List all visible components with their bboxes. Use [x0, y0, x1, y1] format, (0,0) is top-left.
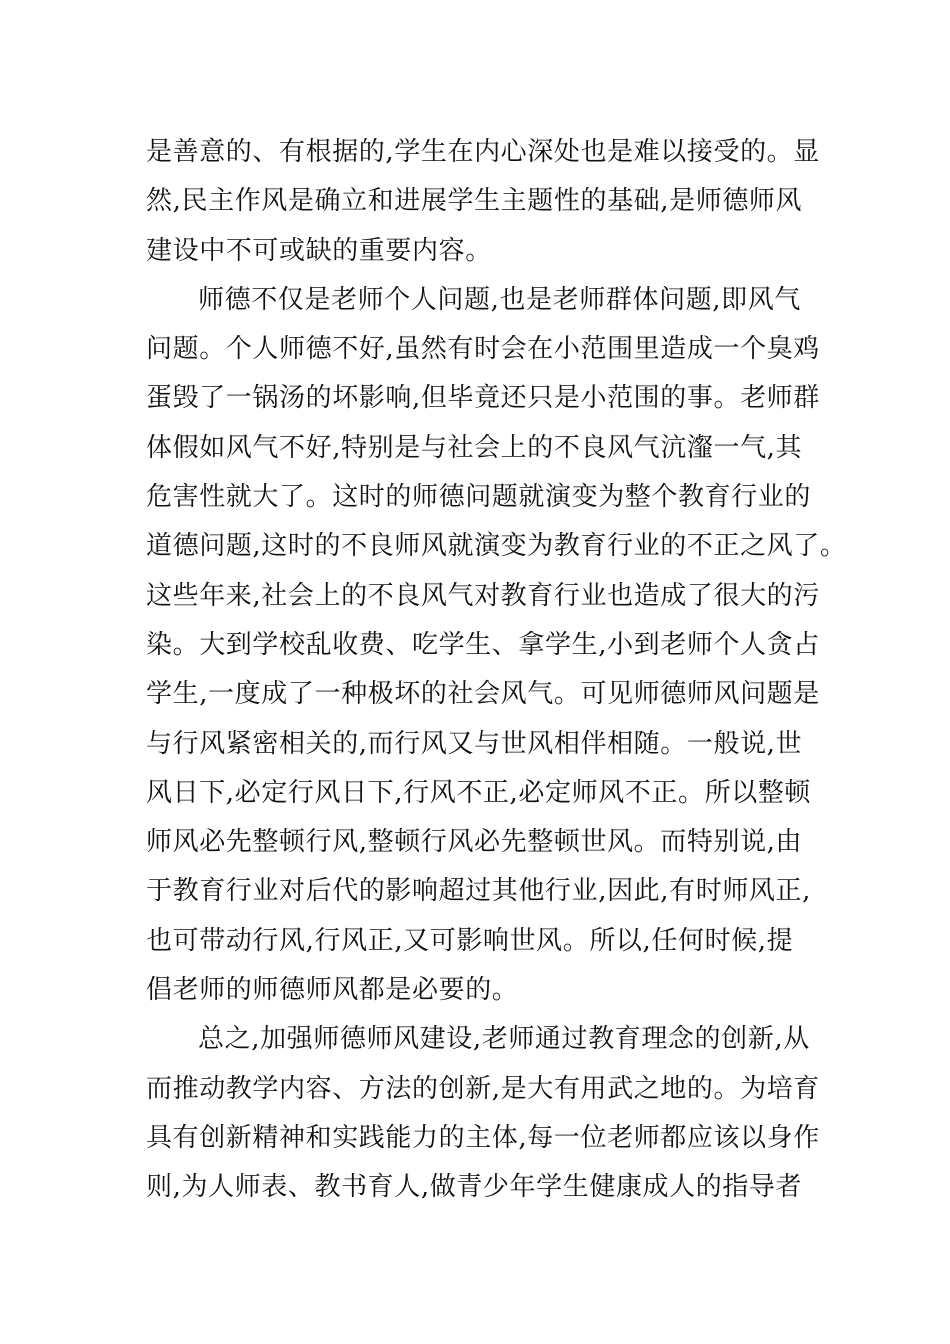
- text-line: 问题。个人师德不好,虽然有时会在小范围里造成一个臭鸡: [146, 334, 820, 365]
- text-line: 道德问题,这时的不良师风就演变为教育行业的不正之风了。: [146, 531, 847, 562]
- body-text: [146, 128, 847, 1213]
- text-line: 而推动教学内容、方法的创新,是大有用武之地的。为培育: [146, 1073, 820, 1104]
- paragraph-start-line: 师德不仅是老师个人问题,也是老师群体问题,即风气: [198, 284, 801, 315]
- text-line: 具有创新精神和实践能力的主体,每一位老师都应该以身作: [146, 1122, 820, 1153]
- text-line: 学生,一度成了一种极坏的社会风气。可见师德师风问题是: [146, 679, 820, 710]
- text-line: 师风必先整顿行风,整顿行风必先整顿世风。而特别说,由: [146, 827, 803, 858]
- text-line: 风日下,必定行风日下,行风不正,必定师风不正。所以整顿: [146, 777, 811, 808]
- text-line: 这些年来,社会上的不良风气对教育行业也造成了很大的污: [146, 580, 820, 611]
- text-line: 危害性就大了。这时的师德问题就演变为整个教育行业的: [146, 482, 812, 513]
- text-line: 蛋毁了一锅汤的坏影响,但毕竟还只是小范围的事。老师群: [146, 383, 820, 414]
- paragraph-start-line: 总之,加强师德师风建设,老师通过教育理念的创新,从: [198, 1024, 810, 1055]
- text-line: 倡老师的师德师风都是必要的。: [146, 975, 519, 1006]
- text-line: 染。大到学校乱收费、吃学生、拿学生,小到老师个人贪占: [146, 629, 820, 660]
- text-line: 则,为人师表、教书育人,做青少年学生健康成人的指导者: [146, 1172, 803, 1203]
- text-line: 也可带动行风,行风正,又可影响世风。所以,任何时候,提: [146, 925, 794, 956]
- text-line: 建设中不可或缺的重要内容。: [146, 235, 492, 266]
- text-line: 体假如风气不好,特别是与社会上的不良风气沆瀣一气,其: [146, 432, 803, 463]
- text-line: 于教育行业对后代的影响超过其他行业,因此,有时师风正,: [146, 876, 811, 907]
- text-line: 是善意的、有根据的,学生在内心深处也是难以接受的。显: [146, 137, 820, 167]
- text-line: 与行风紧密相关的,而行风又与世风相伴相随。一般说,世: [146, 728, 803, 759]
- text-line: 然,民主作风是确立和进展学生主题性的基础,是师德师风: [146, 186, 803, 217]
